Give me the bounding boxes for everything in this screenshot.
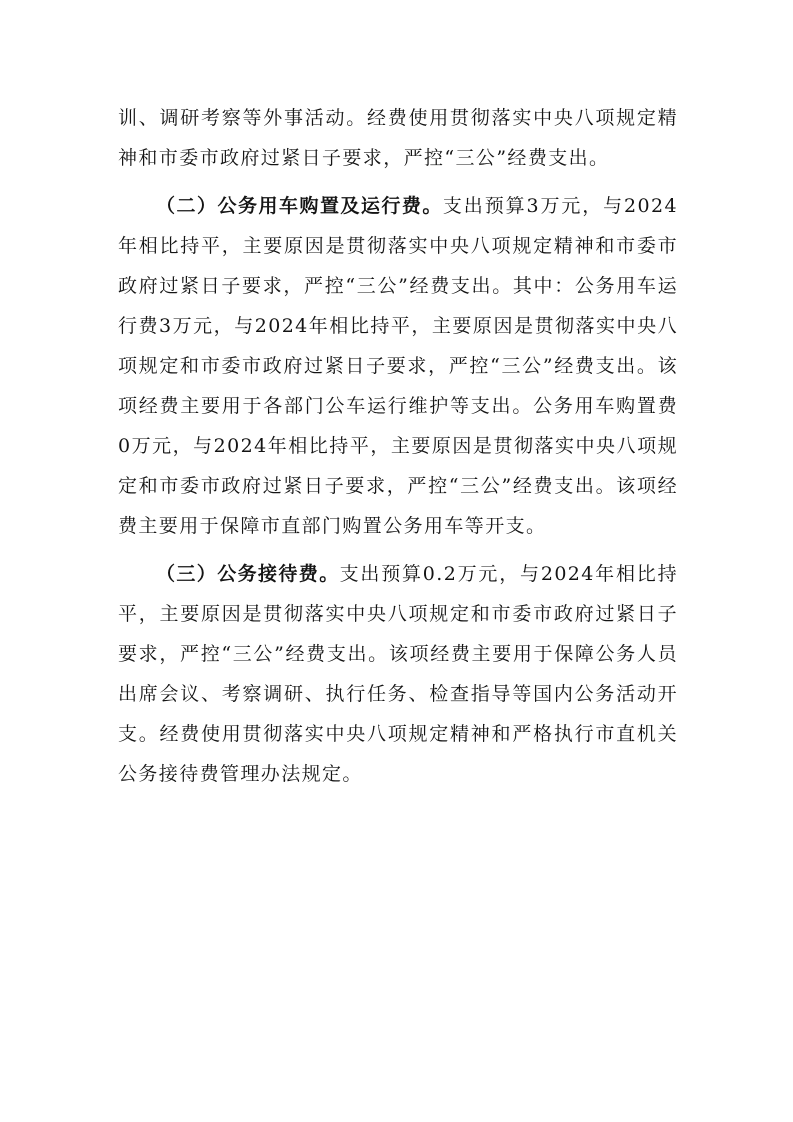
document-body — [118, 98, 678, 794]
paragraph-official-vehicle — [118, 186, 678, 546]
section-heading-official-vehicle: （二）公务用车购置及运行费。 — [156, 195, 443, 217]
paragraph-text: 支出预算0.2万元，与2024年相比持平，主要原因是贯彻落实中央八项规定和市委市政府过紧日子要求，严控“三公”经费支出。该项经费主要用于保障公务人员出席会议、考察调研、执行任务、检查指导等国内公务活动开支。经费使用贯彻落实中央八项规定精神和严格执行市直机关公务接待费管理办法规定。 — [118, 563, 678, 785]
paragraph-foreign-affairs-continuation — [118, 98, 678, 178]
paragraph-text: 支出预算3万元，与2024年相比持平，主要原因是贯彻落实中央八项规定精神和市委市政府过紧日子要求，严控“三公”经费支出。其中：公务用车运行费3万元，与2024年相比持平，主要原因是贯彻落实中央八项规定和市委市政府过紧日子要求，严控“三公”经费支出。该项经费主要用于各部门公车运行维护等支出。公务用车购置费0万元，与2024年相比持平，主要原因是贯彻落实中央八项规定和市委市政府过紧日子要求，严控“三公”经费支出。该项经费主要用于保障市直部门购置公务用车等开支。 — [118, 195, 678, 537]
paragraph-text: 训、调研考察等外事活动。经费使用贯彻落实中央八项规定精神和市委市政府过紧日子要求，严控“三公”经费支出。 — [118, 107, 678, 169]
section-heading-official-reception: （三）公务接待费。 — [156, 563, 340, 585]
paragraph-official-reception — [118, 554, 678, 794]
